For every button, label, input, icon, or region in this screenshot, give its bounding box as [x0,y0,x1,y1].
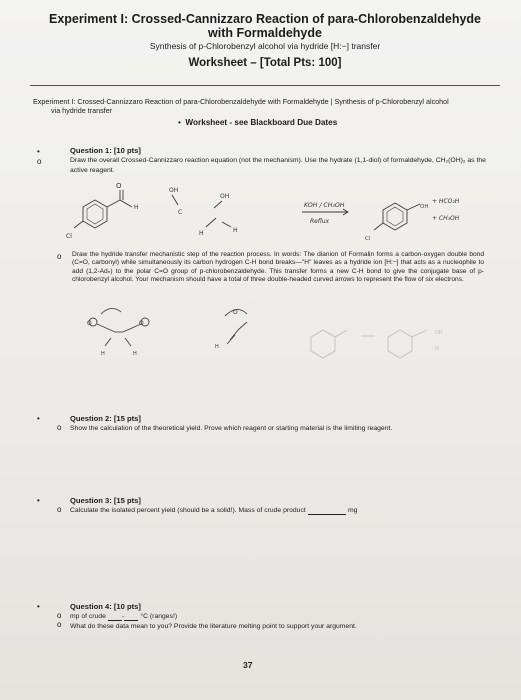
hand-h-4: H [101,351,105,357]
bullet-icon: • [37,602,40,611]
experiment-line [33,97,503,115]
q3-unit: mg [348,507,358,514]
q2-prompt: Show the calculation of the theoretical yield. Prove which reagent or starting material is the limiting reagent. [70,425,393,432]
circle-bullet-icon: o [57,505,62,514]
mp-high-blank[interactable] [124,612,138,621]
hand-o-4: O [233,309,238,316]
hand-oh-2: OH [220,193,230,200]
q1-prompt: Draw the overall Crossed-Cannizzaro reaction equation (not the mechanism). Use the hydrate (1,1-diol) of formaldehyde, CH₂(OH)₂ as the active reagent. [70,157,486,175]
hand-o-2: O [87,320,92,327]
hand-h-5: H [133,351,137,357]
page-title: Experiment I: Crossed-Cannizzaro Reaction of para-Chlorobenzaldehyde with Formaldehyde [48,12,482,40]
hand-product-2: + CH₃OH [432,215,460,222]
circle-bullet-icon: o [57,620,62,629]
circle-bullet-icon: o [37,157,42,166]
q4-mp-unit: °C (ranges!) [140,613,178,620]
bullet-icon: • [178,118,186,127]
q2-block [70,414,490,433]
hand-product-1: + HCO₂H [432,198,460,205]
hand-o-1: O [116,182,122,190]
page-number: 37 [243,660,253,670]
q1-block [70,146,490,176]
page-subtitle: Synthesis of p-Chlorobenzyl alcohol via hydride [H:−] transfer [149,41,381,51]
faded-structures [311,330,427,358]
divider [30,85,500,86]
experiment-line-text: Experiment I: Crossed-Cannizzaro Reaction of para-Chlorobenzaldehyde with Formaldehyde | Synthesis of p-Chlorobenzyl alcohol [33,97,449,106]
hand-oh-1: OH [169,187,179,194]
q3-title: Question 3: [15 pts] [70,496,141,505]
circle-bullet-icon: o [57,423,62,432]
q4-prompt: What do these data mean to you? Provide the literature melting point to support your argument. [70,623,357,630]
faded-oh: OH [435,330,443,336]
worksheet-heading: Worksheet – [Total Pts: 100] [188,57,342,69]
hand-h-2: H [199,230,204,237]
experiment-line-cont: via hydride transfer [51,106,113,115]
bullet-icon: • [37,147,40,156]
circle-bullet-icon: o [57,252,62,261]
hand-h-3: H [233,227,238,234]
q3-block [70,496,490,515]
q2-title: Question 2: [15 pts] [70,414,141,423]
worksheet-bullet-text: Worksheet - see Blackboard Due Dates [185,118,338,127]
faded-h: H [435,346,439,352]
hand-conditions-bottom: Reflux [310,218,330,225]
q3-prompt: Calculate the isolated percent yield (should be a solid!). Mass of crude product [70,507,306,514]
hand-cl-2: Cl [365,236,371,242]
mp-low-blank[interactable] [108,612,125,621]
q1-prompt-2: Draw the hydride transfer mechanistic step of the reaction process. In words: The dianion of Formalin forms a carbon-oxygen double bond (C=O, carbonyl) while simultaneously its carbon hydrogen C-H bond breaks—"H" leaves as a hydride ion [H:−] that acts as a nucleophile to add (1,2-Adₙ) to the polar C=O group of p-chlorobenzaldehyde. This transfer forms a new C-H bond to give the conjugate base of p-chlorobenzyl alcohol. Your mechanism should have a total of three double-headed curved arrows to represent the flow of six electrons. [72,251,484,284]
hand-h-6: H [215,344,219,350]
q4-title: Question 4: [10 pts] [70,602,141,611]
hand-o-3: O [139,320,144,327]
circle-bullet-icon: o [57,611,62,620]
hand-c-1: C [178,209,183,216]
bullet-icon: • [37,496,40,505]
q1-reaction-drawing [60,178,510,248]
bullet-icon: • [37,414,40,423]
hand-cl-1: Cl [66,233,72,240]
q4-mp-dash: - [122,613,125,620]
q1-mechanism-drawing [75,300,495,390]
q1-title: Question 1: [10 pts] [70,146,141,155]
worksheet-bullet [178,118,337,127]
hand-h-1: H [134,204,139,211]
hand-conditions-top: KOH / CH₃OH [304,202,345,209]
q4-mp-label: mp of crude [70,613,106,620]
hand-oh-3: OH [420,204,429,210]
crude-mass-blank[interactable] [308,506,346,515]
q4-block [70,602,490,631]
